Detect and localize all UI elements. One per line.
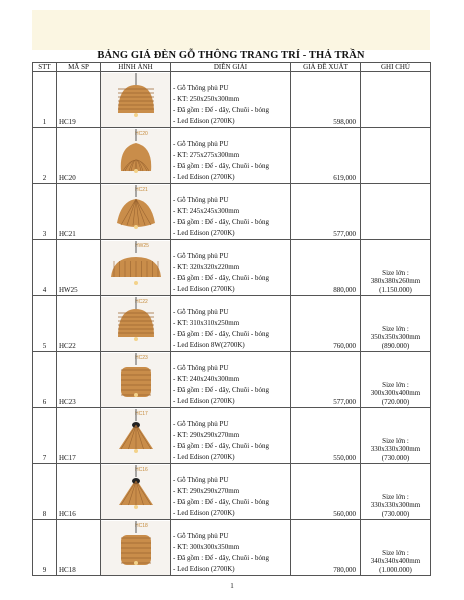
description-line: - Đã gồm : Đế - dây, Chuôi - bóng xyxy=(173,442,269,450)
description-line: - Đã gồm : Đế - dây, Chuôi - bóng xyxy=(173,218,269,226)
description-line: - Đã gồm : Đế - dây, Chuôi - bóng xyxy=(173,162,269,170)
description-line: - Gỗ Thông phủ PU xyxy=(173,532,229,540)
row-note xyxy=(361,128,431,184)
description-line: - Gỗ Thông phủ PU xyxy=(173,308,229,316)
row-product-image xyxy=(101,184,171,240)
row-product-image xyxy=(101,464,171,520)
price-table xyxy=(32,62,431,576)
table-row xyxy=(33,184,431,240)
row-description xyxy=(171,240,291,296)
row-description xyxy=(171,72,291,128)
description-line: - Gỗ Thông phủ PU xyxy=(173,476,229,484)
row-note xyxy=(361,408,431,464)
row-note xyxy=(361,72,431,128)
lamp-photo xyxy=(101,73,170,127)
note-line: (1.000.000) xyxy=(379,565,412,574)
note-line: Size lớn : xyxy=(382,268,409,277)
lamp-photo xyxy=(101,353,170,407)
row-description xyxy=(171,352,291,408)
note-line: Size lớn : xyxy=(382,380,409,389)
description-line: - Gỗ Thông phủ PU xyxy=(173,252,229,260)
table-row xyxy=(33,352,431,408)
lamp-illustration xyxy=(101,129,170,183)
row-note xyxy=(361,520,431,576)
row-product-code: HC20 xyxy=(57,128,101,184)
table-row xyxy=(33,240,431,296)
row-price: 577,000 xyxy=(291,352,361,408)
document-header-band xyxy=(32,10,430,50)
note-line: 340x340x400mm xyxy=(370,557,421,565)
note-line: 350x350x300mm xyxy=(370,333,421,341)
row-price: 598,000 xyxy=(291,72,361,128)
note-line: Size lớn : xyxy=(382,436,409,445)
row-stt: 2 xyxy=(33,128,57,184)
lamp-photo xyxy=(101,241,170,295)
row-stt: 8 xyxy=(33,464,57,520)
header-description: DIỄN GIẢI xyxy=(171,63,291,72)
lamp-illustration xyxy=(101,73,170,127)
row-price: 880,000 xyxy=(291,240,361,296)
row-product-code: HC22 xyxy=(57,296,101,352)
note-line: (1.150.000) xyxy=(379,285,412,294)
photo-code-tag: HC22 xyxy=(135,298,148,305)
row-price: 577,000 xyxy=(291,184,361,240)
table-row xyxy=(33,296,431,352)
row-description xyxy=(171,520,291,576)
row-stt: 4 xyxy=(33,240,57,296)
note-line: (730.000) xyxy=(381,509,410,518)
description-line: - KT: 320x320x220mm xyxy=(173,263,240,271)
description-line: - Gỗ Thông phủ PU xyxy=(173,196,229,204)
note-line: 330x330x300mm xyxy=(370,501,421,509)
row-price: 560,000 xyxy=(291,464,361,520)
row-stt: 7 xyxy=(33,408,57,464)
description-line: - KT: 290x290x270mm xyxy=(173,431,240,439)
row-price: 619,000 xyxy=(291,128,361,184)
row-description xyxy=(171,408,291,464)
row-description xyxy=(171,464,291,520)
lamp-illustration xyxy=(101,297,170,351)
description-line: - KT: 240x240x300mm xyxy=(173,375,240,383)
row-note xyxy=(361,352,431,408)
row-product-code: HC19 xyxy=(57,72,101,128)
header-note: GHI CHÚ xyxy=(361,63,431,72)
header-stt: STT xyxy=(33,63,57,72)
row-product-code: HC23 xyxy=(57,352,101,408)
header-price: GIÁ ĐỀ XUẤT xyxy=(291,63,361,72)
description-line: - Led Edison (2700K) xyxy=(173,117,235,125)
lamp-photo xyxy=(101,185,170,239)
row-description xyxy=(171,184,291,240)
description-line: - Led Edison (2700K) xyxy=(173,397,235,405)
photo-code-tag: HC16 xyxy=(135,466,148,473)
row-stt: 9 xyxy=(33,520,57,576)
description-line: - Gỗ Thông phủ PU xyxy=(173,140,229,148)
row-product-image xyxy=(101,128,171,184)
description-line: - Đã gồm : Đế - dây, Chuôi - bóng xyxy=(173,106,269,114)
photo-code-tag: HC20 xyxy=(135,130,148,137)
row-product-code: HC18 xyxy=(57,520,101,576)
page-number: 1 xyxy=(230,582,234,590)
lamp-illustration xyxy=(101,465,170,519)
row-note xyxy=(361,296,431,352)
row-description xyxy=(171,128,291,184)
note-line: (890.000) xyxy=(381,341,410,350)
description-line: - Đã gồm : Đế - dây, Chuôi - bóng xyxy=(173,386,269,394)
row-product-image xyxy=(101,240,171,296)
description-line: - Đã gồm : Đế - dây, Chuôi - bóng xyxy=(173,498,269,506)
description-line: - Gỗ Thông phủ PU xyxy=(173,84,229,92)
row-price: 760,000 xyxy=(291,296,361,352)
description-line: - Gỗ Thông phủ PU xyxy=(173,420,229,428)
lamp-illustration xyxy=(101,241,170,295)
row-product-code: HC17 xyxy=(57,408,101,464)
row-description xyxy=(171,296,291,352)
table-row xyxy=(33,408,431,464)
lamp-photo xyxy=(101,129,170,183)
lamp-photo xyxy=(101,521,170,575)
lamp-photo xyxy=(101,465,170,519)
table-header-row xyxy=(33,63,431,72)
description-line: - KT: 275x275x300mm xyxy=(173,151,240,159)
note-line: 380x380x260mm xyxy=(370,277,421,285)
description-line: - Gỗ Thông phủ PU xyxy=(173,364,229,372)
row-note xyxy=(361,464,431,520)
lamp-illustration xyxy=(101,353,170,407)
photo-code-tag: HC23 xyxy=(135,354,148,361)
description-line: - KT: 290x290x270mm xyxy=(173,487,240,495)
lamp-illustration xyxy=(101,185,170,239)
description-line: - Led Edison (2700K) xyxy=(173,565,235,573)
table-row xyxy=(33,128,431,184)
lamp-illustration xyxy=(101,521,170,575)
photo-code-tag: HC21 xyxy=(135,186,148,193)
page-title: BẢNG GIÁ ĐÈN GỖ THÔNG TRANG TRÍ - THẢ TRẦN xyxy=(97,50,365,61)
note-line: (720.000) xyxy=(381,397,410,406)
row-product-image xyxy=(101,408,171,464)
row-product-code: HW25 xyxy=(57,240,101,296)
row-note xyxy=(361,240,431,296)
row-stt: 3 xyxy=(33,184,57,240)
row-note xyxy=(361,184,431,240)
description-line: - Led Edison (2700K) xyxy=(173,453,235,461)
description-line: - Led Edison (2700K) xyxy=(173,229,235,237)
row-stt: 1 xyxy=(33,72,57,128)
note-line: 330x330x300mm xyxy=(370,445,421,453)
row-product-image xyxy=(101,72,171,128)
lamp-photo xyxy=(101,409,170,463)
description-line: - Led Edison (2700K) xyxy=(173,285,235,293)
header-image: HÌNH ẢNH xyxy=(101,63,171,72)
table-row xyxy=(33,464,431,520)
note-line: Size lớn : xyxy=(382,492,409,501)
photo-code-tag: HW25 xyxy=(135,242,149,249)
row-product-code: HC16 xyxy=(57,464,101,520)
description-line: - KT: 245x245x300mm xyxy=(173,207,240,215)
row-product-image xyxy=(101,296,171,352)
description-line: - KT: 250x250x300mm xyxy=(173,95,240,103)
description-line: - Led Edison 8W(2700K) xyxy=(173,341,245,349)
description-line: - KT: 310x310x250mm xyxy=(173,319,240,327)
photo-code-tag: HC18 xyxy=(135,522,148,529)
description-line: - Đã gồm : Đế - dây, Chuôi - bóng xyxy=(173,554,269,562)
description-line: - Led Edison (2700K) xyxy=(173,173,235,181)
row-stt: 5 xyxy=(33,296,57,352)
note-line: Size lớn : xyxy=(382,324,409,333)
row-product-image xyxy=(101,352,171,408)
header-code: MÃ SP xyxy=(57,63,101,72)
table-row xyxy=(33,520,431,576)
description-line: - Led Edison (2700K) xyxy=(173,509,235,517)
description-line: - Đã gồm : Đế - dây, Chuôi - bóng xyxy=(173,274,269,282)
description-line: - KT: 300x300x350mm xyxy=(173,543,240,551)
photo-code-tag: HC17 xyxy=(135,410,148,417)
description-line: - Đã gồm : Đế - dây, Chuôi - bóng xyxy=(173,330,269,338)
note-line: 300x300x400mm xyxy=(370,389,421,397)
row-price: 780,000 xyxy=(291,520,361,576)
table-row xyxy=(33,72,431,128)
row-stt: 6 xyxy=(33,352,57,408)
lamp-photo xyxy=(101,297,170,351)
row-product-code: HC21 xyxy=(57,184,101,240)
lamp-illustration xyxy=(101,409,170,463)
note-line: Size lớn : xyxy=(382,548,409,557)
row-product-image xyxy=(101,520,171,576)
row-price: 550,000 xyxy=(291,408,361,464)
note-line: (730.000) xyxy=(381,453,410,462)
